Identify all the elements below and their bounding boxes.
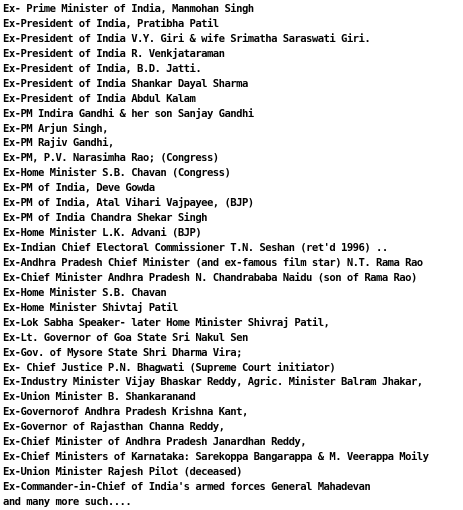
text-line: Ex-Home Minister S.B. Chavan (Congress) — [3, 167, 231, 180]
text-line: Ex-Lok Sabha Speaker- later Home Minister Shivraj Patil, — [3, 316, 330, 329]
text-line: Ex-President of India R. Venkjataraman — [3, 47, 225, 60]
text-line: Ex-President of India Shankar Dayal Sharma — [3, 77, 248, 90]
text-line: Ex-PM of India, Deve Gowda — [3, 182, 155, 195]
text-line: Ex-Home Minister L.K. Advani (BJP) — [3, 227, 202, 240]
text-line: Ex-Chief Minister of Andhra Pradesh Janardhan Reddy, — [3, 436, 307, 449]
text-line: Ex-President of India, B.D. Jatti. — [3, 62, 202, 75]
text-line: Ex- Prime Minister of India, Manmohan Singh — [3, 3, 254, 15]
text-line: Ex-President of India V.Y. Giri & wife Srimatha Saraswati Giri. — [3, 32, 371, 45]
text-line: Ex-Gov. of Mysore State Shri Dharma Vira; — [3, 346, 242, 359]
text-line: Ex-Home Minister Shivtaj Patil — [3, 301, 178, 314]
text-line: Ex- Chief Justice P.N. Bhagwati (Supreme Court initiator) — [3, 361, 336, 374]
text-line: Ex-PM of India Chandra Shekar Singh — [3, 212, 207, 225]
text-line: Ex-President of India, Pratibha Patil — [3, 17, 219, 30]
text-line: Ex-Chief Minister Andhra Pradesh N. Chandrababa Naidu (son of Rama Rao) — [3, 271, 417, 284]
text-line: Ex-Commander-in-Chief of India's armed forces General Mahadevan — [3, 481, 371, 493]
text-line: Ex-Andhra Pradesh Chief Minister (and ex-famous film star) N.T. Rama Rao — [3, 256, 423, 269]
text-line: Ex-Industry Minister Vijay Bhaskar Reddy, Agric. Minister Balram Jhakar, — [3, 376, 423, 389]
text-line: Ex-Governor of Rajasthan Channa Reddy, — [3, 421, 225, 434]
text-line: Ex-Lt. Governor of Goa State Sri Nakul Sen — [3, 331, 248, 344]
text-line: and many more such.... — [3, 495, 132, 508]
text-line: Ex-Home Minister S.B. Chavan — [3, 286, 167, 299]
text-line: Ex-Union Minister Rajesh Pilot (deceased) — [3, 466, 242, 479]
text-line: Ex-Chief Ministers of Karnataka: Sarekoppa Bangarappa & M. Veerappa Moily — [3, 451, 429, 464]
text-line: Ex-Indian Chief Electoral Commissioner T.N. Seshan (ret'd 1996) .. — [3, 242, 388, 254]
text-line: Ex-PM, P.V. Narasimha Rao; (Congress) — [3, 152, 219, 165]
text-line: Ex-PM of India, Atal Vihari Vajpayee, (BJP) — [3, 197, 254, 210]
text-line: Ex-PM Arjun Singh, — [3, 122, 108, 135]
text-line: Ex-Union Minister B. Shankaranand — [3, 391, 196, 404]
text-line: Ex-PM Indira Gandhi & her son Sanjay Gandhi — [3, 107, 254, 120]
text-line: Ex-President of India Abdul Kalam — [3, 92, 196, 105]
text-line: Ex-PM Rajiv Gandhi, — [3, 137, 114, 150]
text-line: Ex-Governorof Andhra Pradesh Krishna Kant, — [3, 406, 248, 419]
